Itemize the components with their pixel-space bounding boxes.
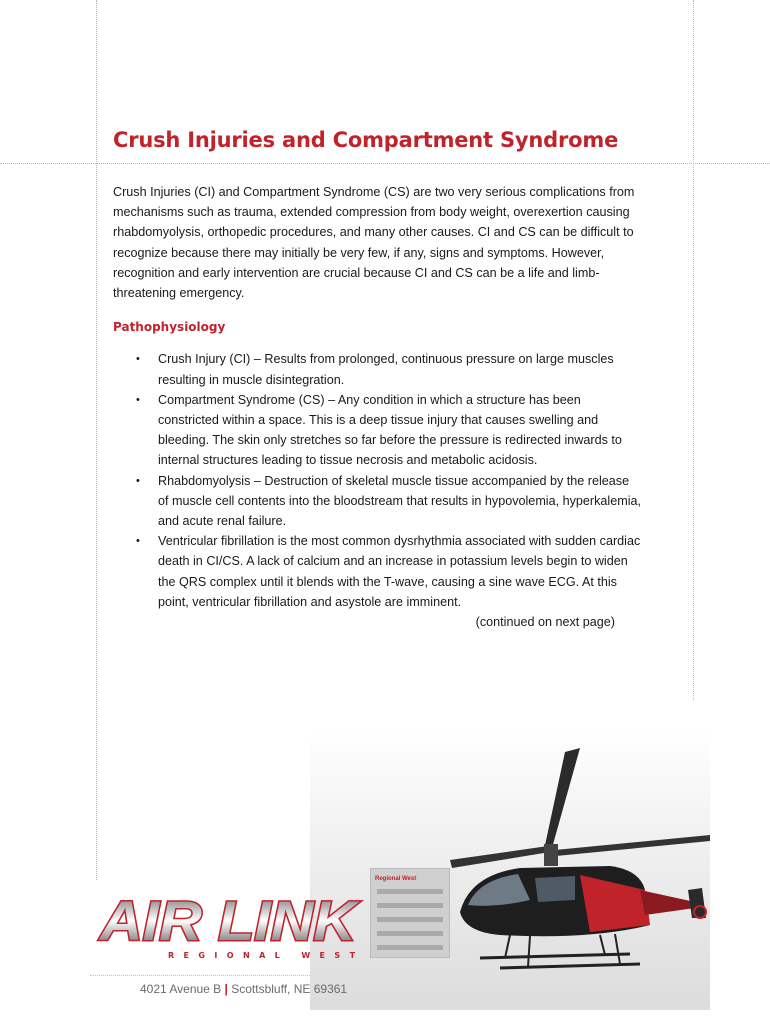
bullet-list [113,349,643,612]
bullet-icon: • [136,353,140,366]
bullet-icon: • [136,535,140,548]
list-item-text: Crush Injury (CI) – Results from prolonged, continuous pressure on large muscles resulting in muscle disintegration. [158,352,614,387]
air-link-logo [96,890,366,950]
list-item [113,349,643,389]
margin-guide-horizontal [0,163,770,164]
building-sign: Regional West [375,876,417,882]
address-city: Scottsbluff, NE 69361 [231,982,348,996]
margin-guide-vertical [96,0,97,880]
page-title: Crush Injuries and Compartment Syndrome [113,128,619,152]
section-heading: Pathophysiology [113,320,226,335]
margin-guide-vertical-right [693,0,694,700]
bullet-icon: • [136,474,140,487]
list-item-text: Ventricular fibrillation is the most common dysrhythmia associated with sudden cardiac death in CI/CS. A lack of calcium and an increase in potassium levels begin to widen the QRS complex until it blends with the T-wave, causing a sine wave ECG. At this point, ventricular fibrillation and asystole are imminent. [158,534,641,609]
list-item [113,531,643,612]
address-separator: | [224,982,228,996]
list-item-text: Rhabdomyolysis – Destruction of skeletal muscle tissue accompanied by the release of muscle cell contents into the bloodstream that results in hypovolemia, hyperkalemia, and acute renal failure. [158,473,642,529]
address-street: 4021 Avenue B [140,982,222,996]
continued-note: (continued on next page) [475,615,615,630]
helicopter-illustration [440,740,710,980]
document-body [113,182,643,632]
intro-paragraph: Crush Injuries (CI) and Compartment Syndrome (CS) are two very serious complications from mechanisms such as trauma, extended compression from body weight, overexertion causing rhabdomyolysis, orthopedic procedures, and many other causes. CI and CS can be difficult to recognize because there may initially be very few, if any, signs and symptoms. However, recognition and early intervention are crucial because CI and CS can be a life and limb-threatening emergency. [113,185,635,301]
bullet-icon: • [136,393,140,406]
list-item-text: Compartment Syndrome (CS) – Any condition in which a structure has been constricted within a space. This is a deep tissue injury that causes swelling and bleeding. The skin only stretches so far before the pressure is redirected inwards to internal structures leading to tissue necrosis and metabolic acidosis. [158,392,622,468]
footer-address [140,982,347,996]
logo-subtext: REGIONAL WEST [168,951,365,960]
list-item [113,471,643,532]
list-item [113,390,643,471]
logo-text: AIR LINK [97,890,360,950]
